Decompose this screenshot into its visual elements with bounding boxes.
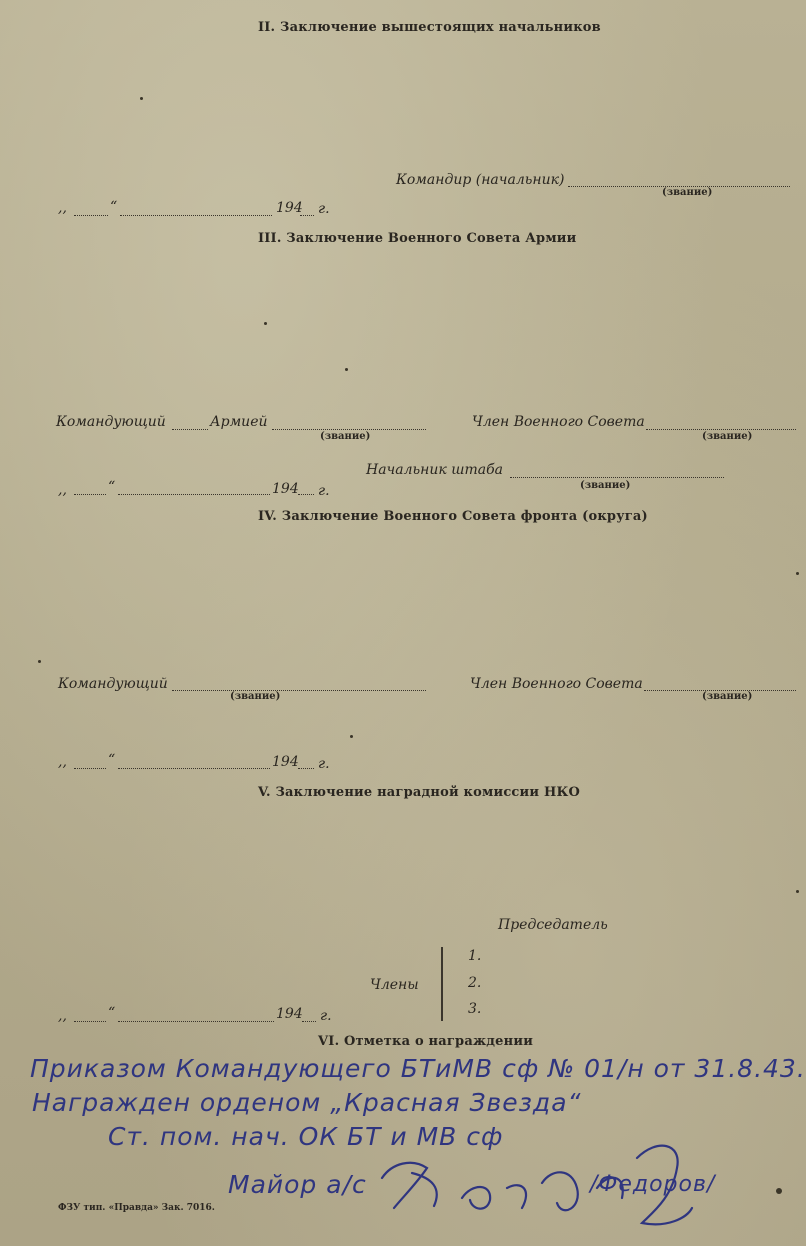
s3-army-line bbox=[272, 429, 426, 430]
scan-speck bbox=[776, 1188, 782, 1194]
scan-speck bbox=[38, 660, 41, 663]
s3-council-label: Член Военного Совета bbox=[472, 414, 645, 430]
s5-date-close-quote: “ bbox=[108, 1005, 116, 1021]
scan-speck bbox=[345, 368, 348, 371]
s3-date-open-quote: ,, bbox=[58, 482, 67, 498]
s3-rank-caption-1: (звание) bbox=[320, 431, 371, 442]
s4-year-line bbox=[298, 768, 314, 769]
s2-rank-caption: (звание) bbox=[662, 187, 713, 198]
s2-date-day-line bbox=[74, 215, 108, 216]
s3-year-line bbox=[298, 494, 314, 495]
s4-date-open-quote: ,, bbox=[58, 754, 67, 770]
s3-date-month-line bbox=[118, 494, 270, 495]
s3-council-line bbox=[646, 429, 796, 430]
scan-speck bbox=[140, 97, 143, 100]
s5-members-label: Члены bbox=[370, 977, 419, 993]
s3-year: 194 bbox=[272, 481, 299, 497]
scan-speck bbox=[796, 890, 799, 893]
handwritten-rank: Майор а/с bbox=[228, 1170, 367, 1199]
section-4-heading: IV. Заключение Военного Совета фронта (округа) bbox=[258, 509, 648, 524]
s2-year-line bbox=[300, 215, 314, 216]
printer-imprint: ФЗУ тип. «Правда» Зак. 7016. bbox=[58, 1203, 215, 1213]
s3-chief-label: Начальник штаба bbox=[366, 462, 503, 478]
section-6-heading: VI. Отметка о награждении bbox=[318, 1034, 534, 1049]
s2-year: 194 bbox=[276, 200, 303, 216]
s3-rank-caption-3: (звание) bbox=[580, 480, 631, 491]
scan-speck bbox=[350, 735, 353, 738]
s2-date-close-quote: “ bbox=[110, 199, 118, 215]
s3-commander-line bbox=[172, 429, 208, 430]
s3-date-day-line bbox=[74, 494, 106, 495]
s4-rank-caption-1: (звание) bbox=[230, 691, 281, 702]
s5-member-3: 3. bbox=[468, 1001, 482, 1017]
s4-date-close-quote: “ bbox=[108, 752, 116, 768]
handwritten-order-line: Приказом Командующего БТиМВ сф № 01/н от 31.8.43. bbox=[30, 1054, 806, 1083]
section-5-heading: V. Заключение наградной комиссии НКО bbox=[258, 785, 580, 800]
s5-date-day-line bbox=[74, 1021, 106, 1022]
s4-date-month-line bbox=[118, 768, 270, 769]
s4-commander-label: Командующий bbox=[58, 676, 168, 692]
signature-scribble bbox=[372, 1128, 702, 1238]
s5-year: 194 bbox=[276, 1006, 303, 1022]
s4-council-label: Член Военного Совета bbox=[470, 676, 643, 692]
s3-rank-caption-2: (звание) bbox=[702, 431, 753, 442]
s4-date-day-line bbox=[74, 768, 106, 769]
s2-commander-label: Командир (начальник) bbox=[396, 172, 565, 188]
scan-speck bbox=[264, 322, 267, 325]
s4-year-suffix: г. bbox=[318, 756, 330, 772]
s4-year: 194 bbox=[272, 754, 299, 770]
s3-army-label: Армией bbox=[210, 414, 268, 430]
s2-date-open-quote: ,, bbox=[58, 200, 67, 216]
scan-speck bbox=[796, 572, 799, 575]
section-3-heading: III. Заключение Военного Совета Армии bbox=[258, 231, 577, 246]
handwritten-position-line: Ст. пом. нач. ОК БТ и МВ сф bbox=[108, 1122, 504, 1151]
s3-date-close-quote: “ bbox=[108, 479, 116, 495]
s5-year-suffix: г. bbox=[320, 1008, 332, 1024]
s5-date-open-quote: ,, bbox=[58, 1008, 67, 1024]
s5-chairman-label: Председатель bbox=[498, 917, 608, 933]
s3-chief-line bbox=[510, 477, 724, 478]
s5-date-month-line bbox=[118, 1021, 274, 1022]
s5-member-1: 1. bbox=[468, 948, 482, 964]
s4-rank-caption-2: (звание) bbox=[702, 691, 753, 702]
s5-members-bracket bbox=[441, 947, 443, 1021]
handwritten-award-line: Награжден орденом „Красная Звезда“ bbox=[32, 1088, 582, 1117]
s2-date-month-line bbox=[120, 215, 272, 216]
s2-year-suffix: г. bbox=[318, 201, 330, 217]
s4-commander-line bbox=[172, 690, 426, 691]
section-2-heading: II. Заключение вышестоящих начальников bbox=[258, 20, 601, 35]
s3-commander-label: Командующий bbox=[56, 414, 166, 430]
s5-year-line bbox=[302, 1021, 316, 1022]
handwritten-signer-name: /Федоров/ bbox=[590, 1172, 716, 1197]
s3-year-suffix: г. bbox=[318, 483, 330, 499]
s5-member-2: 2. bbox=[468, 975, 482, 991]
